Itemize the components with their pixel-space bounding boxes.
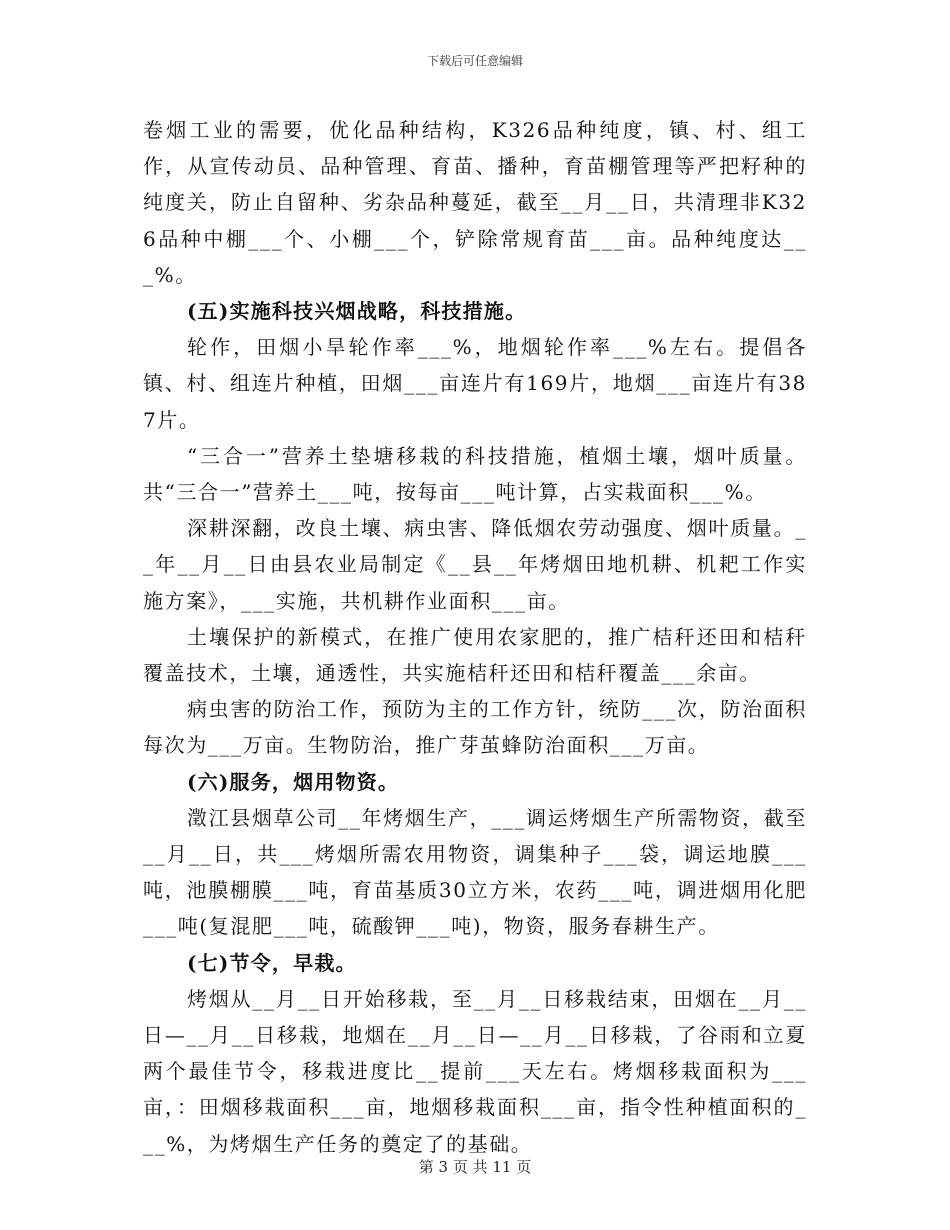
page-header-note: 下载后可任意编辑 <box>426 54 523 68</box>
section-heading-season: (七)节令，早栽。 <box>187 950 357 975</box>
section-heading-tech: (五)实施科技兴烟战略，科技措施。 <box>187 299 527 324</box>
paragraph-transplanting: 烤烟从__月__日开始移栽，至__月__日移栽结束，田烟在__月__日—__月__日移栽，地烟在__月__日—__月__日移栽，了谷雨和立夏两个最佳节令，移栽进度比__提前___天左右。烤烟移栽面积为___亩，：田烟移栽面积___亩，地烟移栽面积___亩，指令性种植面积的___%，为烤烟生产任务的奠定了的基础。 <box>143 986 807 1156</box>
paragraph-rotation: 轮作，田烟小旱轮作率___%，地烟轮作率___%左右。提倡各镇、村、组连片种植，田烟___亩连片有169片，地烟___亩连片有387片。 <box>143 335 807 432</box>
section-heading-service: (六)服务，烟用物资。 <box>187 769 400 794</box>
page-number-footer: 第 3 页 共 11 页 <box>418 1158 532 1176</box>
paragraph-nutrient-soil: “三合一”营养土垫塘移栽的科技措施，植烟土壤，烟叶质量。共“三合一”营养土___吨，按每亩___吨计算，占实栽面积___%。 <box>143 443 807 505</box>
document-body <box>143 112 807 1162</box>
paragraph-variety-purity: 卷烟工业的需要，优化品种结构，K326品种纯度，镇、村、组工作，从宣传动员、品种管理、育苗、播种，育苗棚管理等严把籽种的纯度关，防止自留种、劣杂品种蔓延，截至__月__日，共清理非K326品种中棚___个、小棚___个，铲除常规育苗___亩。品种纯度达___%。 <box>143 118 807 287</box>
paragraph-deep-plowing: 深耕深翻，改良土壤、病虫害、降低烟农劳动强度、烟叶质量。__年__月__日由县农业局制定《__县__年烤烟田地机耕、机耙工作实施方案》，___实施，共机耕作业面积___亩。 <box>143 516 807 613</box>
paragraph-pest-control: 病虫害的防治工作，预防为主的工作方针，统防___次，防治面积每次为___万亩。生物防治，推广芽茧蜂防治面积___万亩。 <box>143 697 807 758</box>
paragraph-soil-protection: 土壤保护的新模式，在推广使用农家肥的，推广桔秆还田和桔秆覆盖技术，土壤，通透性，共实施桔秆还田和桔秆覆盖___余亩。 <box>143 624 807 686</box>
paragraph-materials: 澂江县烟草公司__年烤烟生产，___调运烤烟生产所需物资，截至__月__日，共___烤烟所需农用物资，调集种子___袋，调运地膜___吨，池膜棚膜___吨，育苗基质30立方米，农药___吨，调进烟用化肥___吨(复混肥___吨，硫酸钾___吨)，物资，服务春耕生产。 <box>143 805 807 939</box>
